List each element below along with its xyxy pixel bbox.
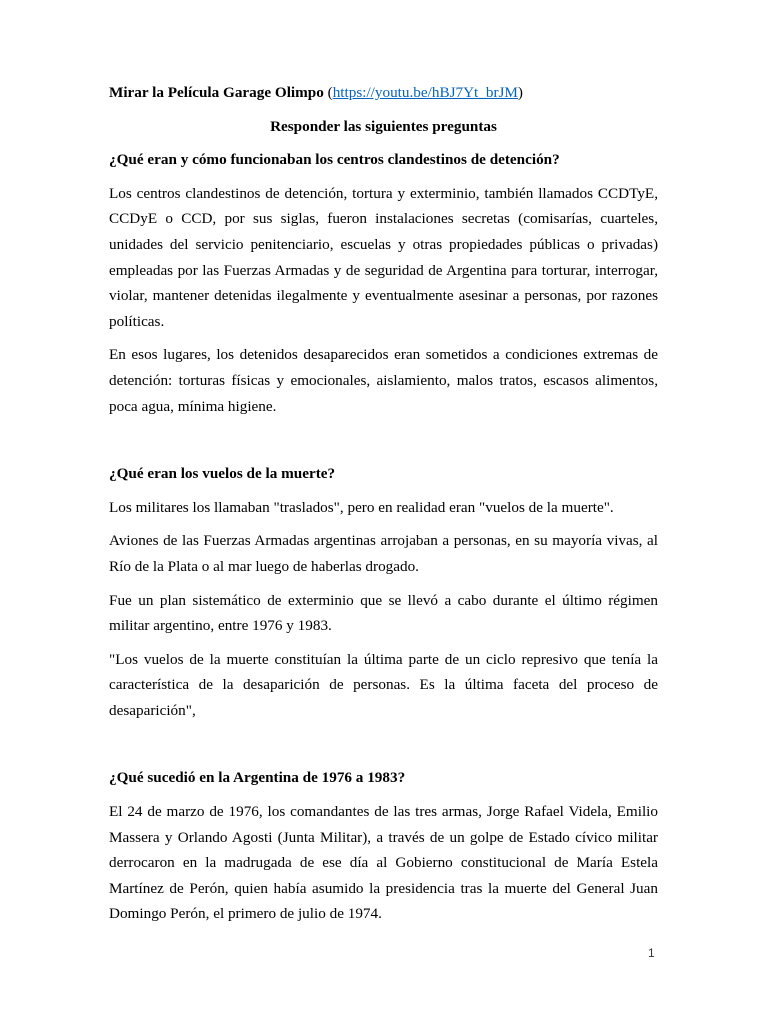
answer-paragraph: "Los vuelos de la muerte constituían la última parte de un ciclo represivo que tenía la característica de la desaparición de personas. Es la última faceta del proceso de desaparición", bbox=[109, 650, 658, 719]
title-text: Mirar la Película Garage Olimpo bbox=[109, 84, 324, 101]
answer-paragraph: En esos lugares, los detenidos desaparecidos eran sometidos a condiciones extremas de detención: torturas físicas y emocionales, aislamiento, malos tratos, escasos alimentos, poca agua, mínima higiene. bbox=[109, 346, 658, 415]
answer-paragraph: Los centros clandestinos de detención, tortura y exterminio, también llamados CCDTyE, CCDyE o CCD, por sus siglas, fueron instalaciones secretas (comisarías, cuarteles, unidades del servicio penitenciario, escuelas y otras propiedades públicas o privadas) empleadas por las Fuerzas Armadas y de seguridad de Argentina para torturar, interrogar, violar, mantener detenidas ilegalmente y eventualmente asesinar a personas, por razones políticas. bbox=[109, 184, 658, 330]
document-body bbox=[109, 80, 658, 935]
youtube-link[interactable]: https://youtu.be/hBJ7Yt_brJM bbox=[332, 84, 518, 101]
title-close-paren: ) bbox=[517, 84, 523, 101]
question-heading: ¿Qué eran los vuelos de la muerte? bbox=[109, 465, 336, 483]
document-subtitle: Responder las siguientes preguntas bbox=[270, 117, 497, 135]
question-heading: ¿Qué eran y cómo funcionaban los centros clandestinos de detención? bbox=[109, 151, 560, 169]
spacer bbox=[109, 731, 658, 765]
answer-paragraph: El 24 de marzo de 1976, los comandantes de las tres armas, Jorge Rafael Videla, Emilio Massera y Orlando Agosti (Junta Militar), a través de un golpe de Estado cívico militar derrocaron en la madrugada de ese día al Gobierno constitucional de María Estela Martínez de Perón, quien había asumido la presidencia tras la muerte del General Juan Domingo Perón, el primero de julio de 1974. bbox=[109, 803, 658, 923]
spacer bbox=[109, 427, 658, 461]
answer-paragraph: Aviones de las Fuerzas Armadas argentinas arrojaban a personas, en su mayoría vivas, al Río de la Plata o al mar luego de haberlas drogado. bbox=[109, 532, 658, 575]
title-open-paren: ( bbox=[323, 84, 333, 101]
answer-paragraph: Fue un plan sistemático de exterminio que se llevó a cabo durante el último régimen militar argentino, entre 1976 y 1983. bbox=[109, 591, 658, 635]
question-heading: ¿Qué sucedió en la Argentina de 1976 a 1983? bbox=[109, 769, 406, 787]
document-title bbox=[109, 80, 658, 106]
answer-paragraph: Los militares los llamaban "traslados", pero en realidad eran "vuelos de la muerte". bbox=[109, 498, 614, 516]
page-number: 1 bbox=[648, 946, 655, 960]
